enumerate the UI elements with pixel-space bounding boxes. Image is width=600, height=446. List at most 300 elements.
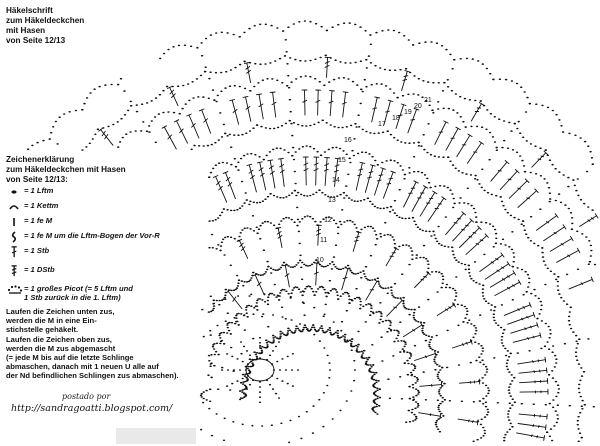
chain-stitch-mark	[81, 109, 83, 111]
treble-stitch-mark	[383, 172, 393, 198]
chain-stitch-mark	[585, 236, 587, 238]
chain-stitch-mark	[434, 186, 436, 188]
chain-stitch-mark	[279, 292, 281, 294]
chain-stitch-mark	[282, 218, 284, 220]
chain-stitch-mark	[584, 141, 586, 143]
chain-stitch-mark	[142, 121, 144, 123]
chain-stitch-mark	[312, 432, 314, 434]
chain-stitch-mark	[296, 207, 298, 209]
chain-stitch-mark	[208, 176, 210, 178]
chain-stitch-mark	[355, 345, 357, 347]
chain-stitch-mark	[285, 217, 287, 219]
chain-stitch-mark	[469, 99, 471, 101]
chain-stitch-mark	[264, 221, 266, 223]
treble-stitch-mark	[519, 414, 547, 417]
chain-stitch-mark	[438, 82, 440, 84]
chain-stitch-mark	[401, 273, 403, 275]
chain-stitch-mark	[547, 107, 549, 109]
chain-stitch-mark	[365, 59, 367, 61]
stitch-cross-bar	[430, 414, 431, 416]
chain-stitch-mark	[328, 377, 330, 379]
treble-stitch-mark	[457, 135, 470, 156]
chain-stitch-mark	[395, 338, 397, 340]
chain-stitch-mark	[375, 311, 377, 313]
chain-stitch-mark	[219, 112, 221, 114]
chain-stitch-mark	[413, 364, 415, 366]
chain-stitch-mark	[568, 133, 570, 135]
chain-stitch-mark	[159, 94, 161, 96]
chain-stitch-mark	[123, 90, 125, 92]
chain-stitch-mark	[421, 328, 423, 330]
chain-stitch-mark	[427, 299, 429, 301]
chain-stitch-mark	[572, 179, 574, 181]
chain-stitch-mark	[444, 399, 446, 401]
chain-stitch-mark	[524, 229, 526, 231]
chain-stitch-mark	[441, 287, 443, 289]
chain-stitch-mark	[449, 189, 451, 191]
chain-stitch-mark	[507, 416, 509, 418]
stitch-cross-bar	[525, 328, 526, 330]
chain-stitch-mark	[202, 402, 204, 404]
chain-stitch-mark	[411, 412, 413, 414]
chain-stitch-mark	[299, 323, 301, 325]
treble-stitch-mark	[513, 335, 540, 342]
chain-stitch-mark	[485, 385, 487, 387]
chain-stitch-mark	[297, 124, 299, 126]
stitch-cross-bar	[531, 435, 532, 437]
treble-stitch-mark	[490, 273, 514, 287]
chain-stitch-mark	[439, 369, 441, 371]
stitch-top-bar	[442, 197, 446, 200]
chain-stitch-mark	[493, 317, 495, 319]
chain-stitch-mark	[327, 265, 329, 267]
chain-stitch-mark	[221, 369, 223, 371]
chain-stitch-mark	[69, 111, 71, 113]
chain-stitch-mark	[478, 283, 480, 285]
chain-stitch-mark	[412, 420, 414, 422]
chain-stitch-mark	[264, 301, 266, 303]
chain-stitch-mark	[438, 405, 440, 407]
chain-stitch-mark	[290, 81, 292, 83]
chain-stitch-mark	[172, 46, 174, 48]
chain-stitch-mark	[549, 192, 551, 194]
chain-stitch-mark	[438, 372, 440, 374]
chain-stitch-mark	[502, 333, 504, 335]
chain-stitch-mark	[321, 328, 323, 330]
treble-stitch-mark	[485, 264, 508, 280]
chain-stitch-mark	[575, 335, 577, 337]
chain-stitch-mark	[130, 101, 132, 103]
chain-stitch-mark	[415, 401, 417, 403]
chain-stitch-mark	[274, 60, 276, 62]
chain-stitch-mark	[452, 164, 454, 166]
chain-stitch-mark	[238, 324, 240, 326]
chain-stitch-mark	[376, 406, 378, 408]
chain-stitch-mark	[413, 156, 415, 158]
chain-stitch-mark	[408, 172, 410, 174]
chain-stitch-mark	[242, 381, 244, 383]
chain-stitch-mark	[242, 374, 244, 376]
chain-stitch-mark	[417, 226, 419, 228]
treble-stitch-mark	[343, 92, 346, 117]
chain-stitch-mark	[215, 72, 217, 74]
chain-stitch-mark	[273, 195, 275, 197]
stitch-top-bar	[257, 162, 262, 163]
chain-stitch-mark	[513, 256, 515, 258]
chain-stitch-mark	[353, 346, 355, 348]
chain-stitch-mark	[445, 216, 447, 218]
chain-stitch-mark	[363, 273, 365, 275]
chain-stitch-mark	[430, 41, 432, 43]
chain-stitch-mark	[336, 195, 338, 197]
chain-stitch-mark	[548, 348, 550, 350]
chain-stitch-mark	[328, 362, 330, 364]
chain-stitch-mark	[549, 329, 551, 331]
chain-stitch-mark	[399, 376, 401, 378]
chain-stitch-mark	[463, 202, 465, 204]
chain-stitch-mark	[303, 264, 305, 266]
chain-stitch-mark	[312, 324, 314, 326]
chain-stitch-mark	[234, 67, 236, 69]
chain-stitch-mark	[120, 78, 122, 80]
treble-stitch-mark	[353, 232, 359, 251]
chain-stitch-mark	[350, 299, 352, 301]
chain-stitch-mark	[191, 149, 193, 151]
chain-stitch-mark	[390, 322, 392, 324]
chain-stitch-mark	[244, 385, 246, 387]
chain-stitch-mark	[414, 345, 416, 347]
chain-stitch-mark	[535, 103, 537, 105]
chain-stitch-mark	[510, 130, 512, 132]
chain-stitch-mark	[452, 109, 454, 111]
chain-stitch-mark	[501, 201, 503, 203]
chain-stitch-mark	[430, 235, 432, 237]
stitch-notes: Laufen die Zeichen unten zus, werden die M in eine Ein- stichstelle gehäkelt. Laufen die Zeichen oben zus, werden die M zus abgemascht (= jede M bis auf die letzte Schlinge abmaschen, danach mit 1 neuen U alle auf der Nd befindlichen Schlingen zus abmaschen).	[6, 307, 179, 381]
chain-stitch-mark	[543, 260, 545, 262]
chain-stitch-mark	[249, 384, 251, 386]
chain-stitch-mark	[549, 403, 551, 405]
chain-stitch-mark	[494, 306, 496, 308]
chain-stitch-mark	[350, 390, 352, 392]
chain-stitch-mark	[212, 309, 214, 311]
chain-stitch-mark	[439, 431, 441, 433]
chain-stitch-mark	[438, 393, 440, 395]
chain-stitch-mark	[397, 297, 399, 299]
chain-stitch-mark	[533, 243, 535, 245]
chain-stitch-mark	[333, 264, 335, 266]
chain-stitch-mark	[233, 317, 235, 319]
chain-stitch-mark	[245, 307, 247, 309]
legend-label: = 1 großes Picot (= 5 Lftm und 1 Stb zurück in die 1. Lftm)	[24, 284, 133, 302]
chain-stitch-mark	[266, 269, 268, 271]
chain-stitch-mark	[320, 325, 322, 327]
chain-stitch-mark	[318, 189, 320, 191]
chain-stitch-mark	[580, 137, 582, 139]
chain-stitch-mark	[239, 86, 241, 88]
chain-stitch-mark	[569, 311, 571, 313]
chain-stitch-mark	[278, 397, 280, 399]
chain-stitch-mark	[325, 304, 327, 306]
chain-stitch-mark	[492, 79, 494, 81]
chain-stitch-mark	[473, 208, 475, 210]
chain-stitch-mark	[281, 332, 283, 334]
stitch-top-bar	[540, 333, 541, 338]
chain-stitch-mark	[370, 255, 372, 257]
chain-stitch-mark	[398, 332, 400, 334]
chain-stitch-mark	[441, 401, 443, 403]
chain-stitch-mark	[219, 250, 221, 252]
chain-stitch-mark	[466, 58, 468, 60]
chain-stitch-mark	[228, 322, 230, 324]
chain-stitch-mark	[256, 233, 258, 235]
chain-stitch-mark	[301, 330, 303, 332]
chain-stitch-mark	[483, 364, 485, 366]
treble-stitch-mark	[216, 177, 227, 203]
treble-stitch-mark	[365, 165, 372, 192]
chain-stitch-mark	[98, 86, 100, 88]
chain-stitch-mark	[203, 391, 205, 393]
chain-stitch-mark	[414, 408, 416, 410]
chain-stitch-mark	[346, 339, 348, 341]
chain-stitch-mark	[404, 174, 406, 176]
chain-stitch-mark	[588, 263, 590, 265]
chain-stitch-mark	[295, 326, 297, 328]
chain-stitch-mark	[411, 250, 413, 252]
treble-stitch-mark	[386, 249, 396, 266]
chain-stitch-mark	[281, 307, 283, 309]
chain-stitch-mark	[431, 271, 433, 273]
chain-stitch-mark	[351, 349, 353, 351]
stitch-top-bar	[243, 96, 248, 97]
chain-stitch-mark	[390, 134, 392, 136]
chain-stitch-mark	[422, 230, 424, 232]
chain-stitch-mark	[181, 108, 183, 110]
chain-stitch-mark	[250, 305, 252, 307]
chain-stitch-mark	[418, 306, 420, 308]
chain-stitch-mark	[412, 396, 414, 398]
chain-stitch-mark	[246, 388, 248, 390]
stitch-cross-bar	[528, 338, 529, 340]
chain-stitch-mark	[511, 426, 513, 428]
chain-stitch-mark	[442, 275, 444, 277]
large-picot-icon	[6, 284, 24, 296]
chain-stitch-mark	[372, 227, 374, 229]
chain-stitch-mark	[301, 295, 303, 297]
stitch-cross-bar	[533, 336, 534, 338]
chain-stitch-mark	[355, 288, 357, 290]
chain-stitch-mark	[503, 440, 505, 442]
chain-stitch-mark	[390, 329, 392, 331]
chain-stitch-mark	[470, 323, 472, 325]
chain-stitch-mark	[255, 305, 257, 307]
chain-stitch-mark	[285, 369, 287, 371]
chain-stitch-mark	[146, 131, 148, 133]
chain-stitch-mark	[428, 182, 430, 184]
chain-stitch-mark	[266, 78, 268, 80]
chain-stitch-mark	[391, 292, 393, 294]
chain-stitch-mark	[221, 212, 223, 214]
chain-stitch-mark	[275, 346, 277, 348]
chain-stitch-mark	[494, 116, 496, 118]
chain-stitch-mark	[461, 172, 463, 174]
treble-stitch-mark	[458, 419, 478, 422]
chain-stitch-mark	[370, 305, 372, 307]
chain-stitch-mark	[507, 148, 509, 150]
chain-stitch-mark	[371, 84, 373, 86]
chain-stitch-mark	[361, 354, 363, 356]
chain-stitch-mark	[372, 364, 374, 366]
chain-stitch-mark	[418, 392, 420, 394]
chain-stitch-mark	[271, 293, 273, 295]
chain-stitch-mark	[220, 332, 222, 334]
chain-stitch-mark	[300, 267, 302, 269]
chain-stitch-mark	[408, 39, 410, 41]
chain-stitch-mark	[288, 87, 290, 89]
chain-stitch-mark	[472, 58, 474, 60]
chain-stitch-mark	[287, 332, 289, 334]
chain-stitch-mark	[330, 290, 332, 292]
chain-stitch-mark	[365, 361, 367, 363]
chain-stitch-mark	[370, 62, 372, 64]
chain-stitch-mark	[482, 63, 484, 65]
chain-stitch-mark	[374, 230, 376, 232]
chain-stitch-mark	[523, 165, 525, 167]
chain-stitch-mark	[333, 79, 335, 81]
slip-stitch-icon	[6, 201, 24, 213]
chain-stitch-mark	[322, 330, 324, 332]
chain-stitch-mark	[237, 285, 239, 287]
chain-stitch-mark	[456, 112, 458, 114]
chain-stitch-mark	[245, 192, 247, 194]
chain-stitch-mark	[581, 408, 583, 410]
chain-stitch-mark	[235, 289, 237, 291]
chain-stitch-mark	[411, 374, 413, 376]
chain-stitch-mark	[402, 297, 404, 299]
chain-stitch-mark	[265, 271, 267, 273]
chain-stitch-mark	[331, 268, 333, 270]
chain-stitch-mark	[495, 238, 497, 240]
chain-stitch-mark	[210, 363, 212, 365]
chain-stitch-mark	[265, 127, 267, 129]
single-crochet-icon	[6, 216, 24, 228]
chain-stitch-mark	[476, 126, 478, 128]
chain-stitch-mark	[375, 382, 377, 384]
chain-stitch-mark	[437, 226, 439, 228]
chain-stitch-mark	[553, 425, 555, 427]
chain-stitch-mark	[305, 327, 307, 329]
chain-stitch-mark	[245, 377, 247, 379]
chain-stitch-mark	[241, 181, 243, 183]
chain-stitch-mark	[319, 340, 321, 342]
treble-stitch-mark	[537, 216, 557, 231]
chain-stitch-mark	[510, 423, 512, 425]
blog-url-link[interactable]: http://sandragoatti.blogspot.com/	[11, 403, 173, 414]
chain-stitch-mark	[212, 168, 214, 170]
chain-stitch-mark	[311, 327, 313, 329]
chain-stitch-mark	[297, 219, 299, 221]
chain-stitch-mark	[404, 218, 406, 220]
chain-stitch-mark	[555, 362, 557, 364]
chain-stitch-mark	[580, 367, 582, 369]
chain-stitch-mark	[375, 234, 377, 236]
chain-stitch-mark	[213, 305, 215, 307]
chain-stitch-mark	[417, 379, 419, 381]
chain-stitch-mark	[331, 26, 333, 28]
chain-stitch-mark	[397, 340, 399, 342]
chain-stitch-mark	[335, 244, 337, 246]
chain-stitch-mark	[255, 354, 257, 356]
chain-stitch-mark	[273, 294, 275, 296]
chain-stitch-mark	[241, 391, 243, 393]
chain-stitch-mark	[421, 330, 423, 332]
treble-stitch-mark	[471, 104, 481, 121]
chain-stitch-mark	[497, 402, 499, 404]
chain-stitch-mark	[288, 195, 290, 197]
chain-stitch-mark	[413, 221, 415, 223]
chain-stitch-mark	[557, 392, 559, 394]
chain-stitch-mark	[233, 369, 235, 371]
chain-stitch-mark	[266, 344, 268, 346]
chain-stitch-mark	[208, 220, 210, 222]
chain-stitch-mark	[259, 238, 261, 240]
chain-stitch-mark	[492, 136, 494, 138]
chain-stitch-mark	[446, 330, 448, 332]
chain-stitch-mark	[451, 193, 453, 195]
chain-stitch-mark	[237, 162, 239, 164]
chain-stitch-mark	[453, 59, 455, 61]
chain-stitch-mark	[373, 372, 375, 374]
chain-stitch-mark	[263, 293, 265, 295]
chain-stitch-mark	[343, 221, 345, 223]
chain-stitch-mark	[299, 221, 301, 223]
chain-stitch-mark	[279, 331, 281, 333]
chain-stitch-mark	[479, 362, 481, 364]
chain-stitch-mark	[251, 362, 253, 364]
chain-stitch-mark	[222, 239, 224, 241]
chain-stitch-mark	[487, 192, 489, 194]
chain-stitch-mark	[246, 316, 248, 318]
chain-stitch-mark	[516, 128, 518, 130]
chain-stitch-mark	[221, 136, 223, 138]
chain-stitch-mark	[173, 112, 175, 114]
chain-stitch-mark	[347, 293, 349, 295]
chain-stitch-mark	[551, 370, 553, 372]
chain-stitch-mark	[269, 355, 271, 357]
chain-stitch-mark	[337, 24, 339, 26]
chain-stitch-mark	[254, 25, 256, 27]
chain-stitch-mark	[218, 162, 220, 164]
chain-stitch-mark	[523, 225, 525, 227]
treble-stitch-mark	[305, 90, 306, 115]
stitch-cross-bar	[533, 425, 534, 427]
chain-stitch-mark	[218, 300, 220, 302]
chain-stitch-mark	[386, 207, 388, 209]
chain-stitch-mark	[285, 123, 287, 125]
chain-stitch-mark	[110, 84, 112, 86]
stitch-cross-bar	[403, 80, 407, 81]
chain-stitch-mark	[321, 192, 323, 194]
chain-stitch-mark	[386, 331, 388, 333]
chain-stitch-mark	[248, 204, 250, 206]
chain-stitch-mark	[273, 128, 275, 130]
chain-stitch-mark	[344, 336, 346, 338]
chain-stitch-mark	[569, 324, 571, 326]
chain-stitch-mark	[244, 375, 246, 377]
chain-stitch-mark	[446, 284, 448, 286]
chain-stitch-mark	[261, 351, 263, 353]
chain-stitch-mark	[558, 171, 560, 173]
chain-stitch-mark	[567, 186, 569, 188]
